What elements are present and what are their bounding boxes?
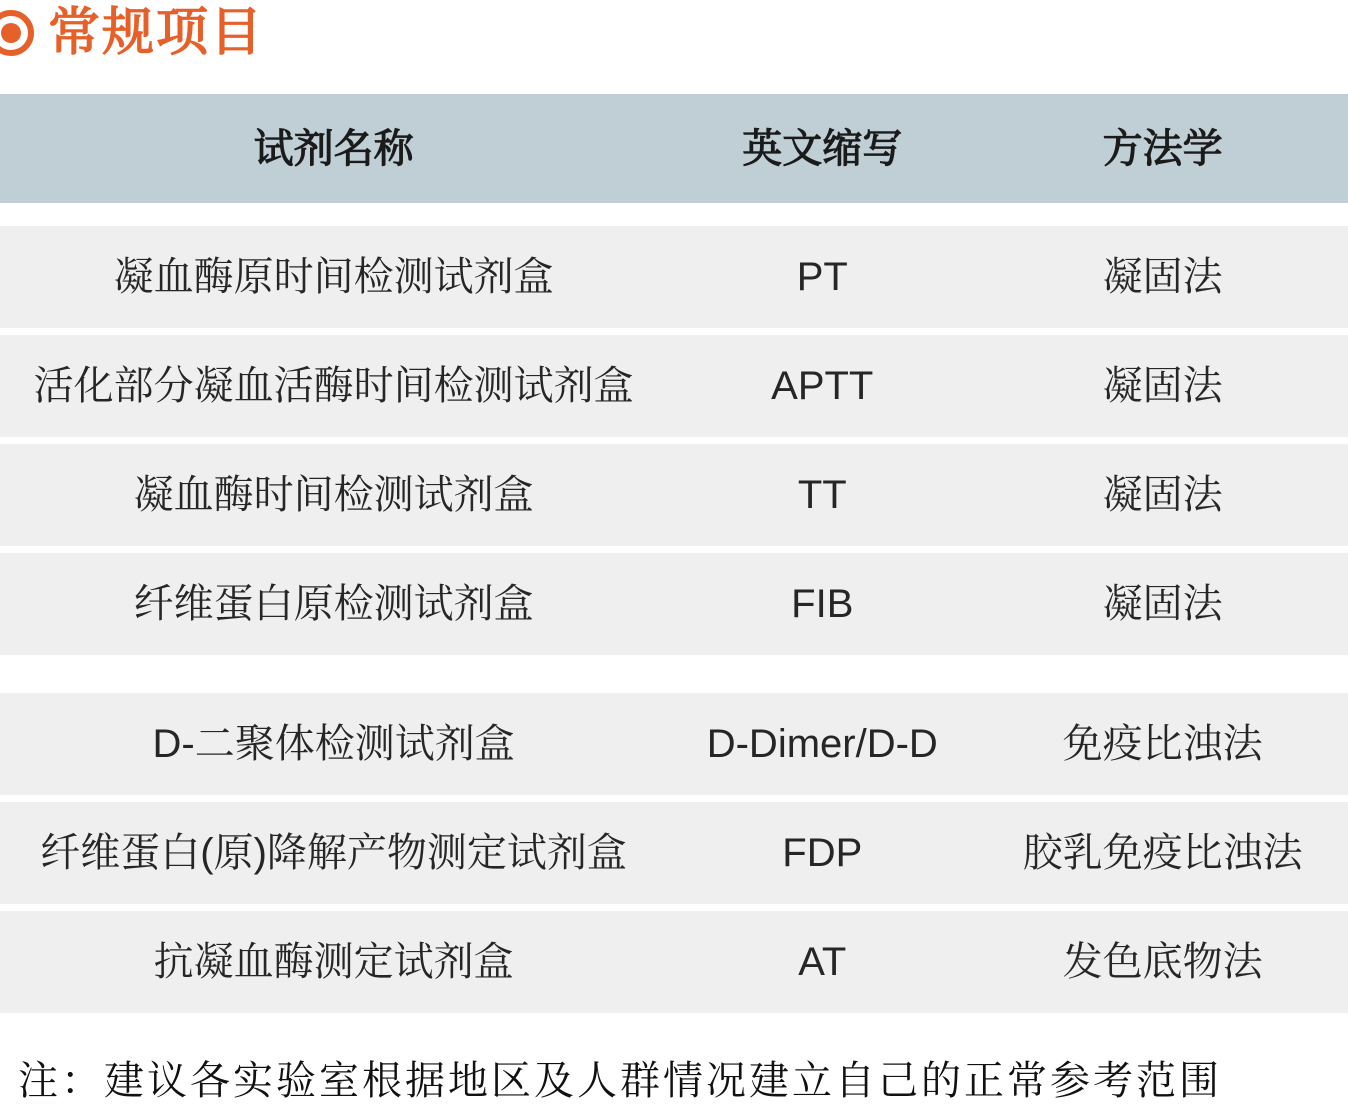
table-header-row [0, 94, 1348, 203]
method-cell: 凝固法 [1102, 582, 1223, 626]
table-group [0, 693, 1348, 1013]
table-row [0, 335, 1348, 437]
abbreviation-cell: FDP [782, 831, 863, 875]
section-title-bar [0, 0, 1348, 62]
reagent-name-cell: 抗凝血酶测定试剂盒 [153, 940, 514, 984]
footnote: 注：建议各实验室根据地区及人群情况建立自己的正常参考范围 [18, 1058, 1222, 1103]
abbreviation-cell: TT [797, 473, 847, 517]
table-body [0, 226, 1348, 1013]
reagent-name-cell: 凝血酶时间检测试剂盒 [133, 473, 534, 517]
abbreviation-cell: D-Dimer/D-D [706, 722, 938, 766]
column-header-abbreviation: 英文缩写 [742, 126, 903, 171]
abbreviation-cell: AT [798, 940, 847, 984]
reagent-name-cell: 凝血酶原时间检测试剂盒 [113, 255, 554, 299]
column-header-reagent-name: 试剂名称 [253, 126, 414, 171]
abbreviation-cell: PT [796, 255, 848, 299]
bullseye-icon [0, 10, 34, 56]
abbreviation-cell: APTT [771, 364, 874, 408]
method-cell: 免疫比浊法 [1062, 722, 1263, 766]
table-row [0, 553, 1348, 655]
bullseye-dot [1, 23, 21, 43]
table-row [0, 444, 1348, 546]
method-cell: 凝固法 [1102, 364, 1223, 408]
table-row [0, 226, 1348, 328]
method-cell: 胶乳免疫比浊法 [1022, 831, 1303, 875]
method-cell: 凝固法 [1102, 255, 1223, 299]
reagent-name-cell: 纤维蛋白(原)降解产物测定试剂盒 [40, 831, 627, 875]
reagent-name-cell: D-二聚体检测试剂盒 [152, 722, 515, 766]
page-title: 常规项目 [48, 4, 265, 62]
method-cell: 发色底物法 [1062, 940, 1263, 984]
table-row [0, 802, 1348, 904]
method-cell: 凝固法 [1102, 473, 1223, 517]
column-header-method: 方法学 [1102, 126, 1223, 171]
reagent-name-cell: 活化部分凝血活酶时间检测试剂盒 [33, 364, 634, 408]
table-row [0, 693, 1348, 795]
abbreviation-cell: FIB [791, 582, 854, 626]
reagent-name-cell: 纤维蛋白原检测试剂盒 [133, 582, 534, 626]
table-row [0, 911, 1348, 1013]
table-group [0, 226, 1348, 655]
reagent-table [0, 94, 1348, 1013]
